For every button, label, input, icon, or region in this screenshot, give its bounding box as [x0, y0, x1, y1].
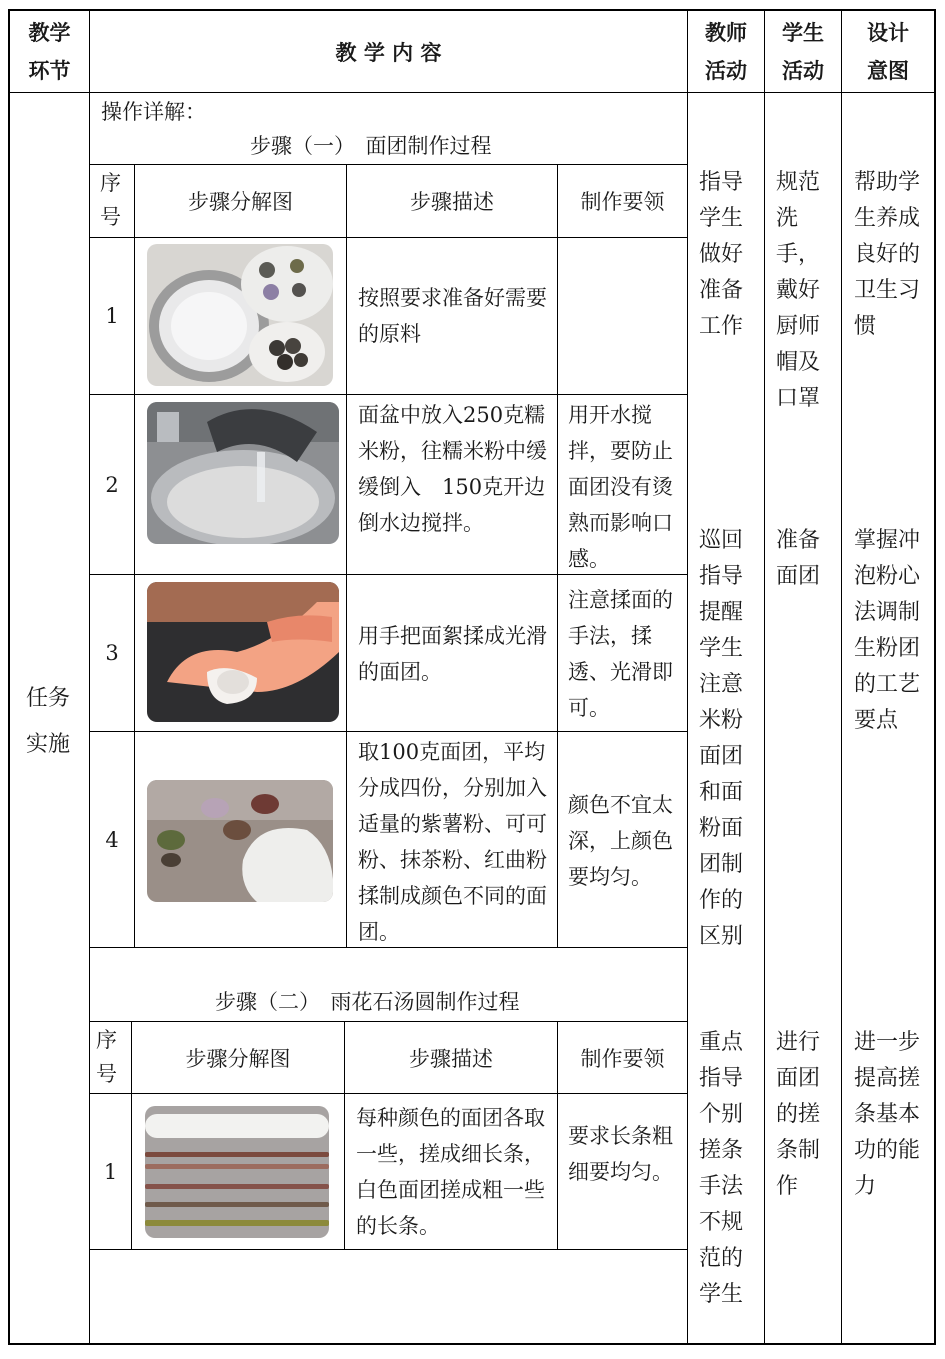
- s1-row4-desc: 取100克面团，平均分成四份，分别加入适量的紫薯粉、可可粉、抹茶粉、红曲粉揉制成颜色不同的面团。: [358, 740, 547, 944]
- s2-col-desc: 步骤描述: [409, 1046, 493, 1071]
- table-bottom-border: [8, 1343, 936, 1345]
- s1-col-tip: 制作要领: [580, 190, 665, 214]
- intro-label: 操作详解：: [101, 100, 206, 124]
- s1-row3-bottom: [89, 731, 687, 732]
- bowl-ingredients-photo: [147, 244, 333, 386]
- s1-col-image: 步骤分解图: [188, 190, 293, 214]
- s1-row4-no: 4: [105, 827, 119, 852]
- teacher-activity-3: 重点 指导 个别 搓条 手法 不规 范的 学生: [699, 1030, 744, 1307]
- s1-col-a: [134, 164, 135, 947]
- s2-col-image: 步骤分解图: [185, 1046, 291, 1071]
- s1-row1-bottom: [89, 394, 687, 395]
- header-design: 设计 意图: [867, 20, 909, 83]
- s2-row1-no: 1: [103, 1159, 118, 1184]
- header-content: 教 学 内 容: [335, 40, 442, 65]
- s1-row4-tip: 颜色不宜太深，上颜色要均匀。: [568, 793, 673, 889]
- s2-row1-tip: 要求长条粗细要均匀。: [568, 1124, 673, 1184]
- s1-col-b: [346, 164, 347, 947]
- s1-row3-desc: 用手把面絮揉成光滑的面团。: [358, 624, 547, 684]
- s1-col-no: 序 号: [100, 171, 121, 229]
- section2-title: 步骤（二） 雨花石汤圆制作过程: [215, 990, 520, 1014]
- s1-col-desc: 步骤描述: [410, 190, 494, 214]
- s2-col-no: 序 号: [96, 1028, 117, 1086]
- header-stage: 教学 环节: [28, 20, 71, 83]
- pouring-water-photo: [147, 402, 339, 544]
- table-left-border: [8, 9, 10, 1344]
- s1-row1-no: 1: [105, 304, 119, 328]
- col-divider-4: [841, 9, 842, 1344]
- stage-label: 任务 实施: [26, 686, 71, 757]
- header-teacher: 教师 活动: [705, 20, 747, 83]
- design-intent-3: 进一步 提高搓 条基本 功的能 力: [854, 1030, 921, 1199]
- s1-row2-tip: 用开水搅拌，要防止面团没有烫熟而影响口感。: [568, 403, 673, 571]
- colored-dough-photo: [147, 780, 333, 902]
- s1-row2-no: 2: [105, 472, 119, 497]
- dough-strips-photo: [145, 1106, 329, 1238]
- design-intent-2: 掌握冲 泡粉心 法调制 生粉团 的工艺 要点: [854, 528, 921, 733]
- s1-row1-desc: 按照要求准备好需要的原料: [358, 286, 547, 346]
- s2-row1-bottom: [89, 1249, 687, 1250]
- student-activity-3: 进行 面团 的搓 条制 作: [776, 1030, 821, 1199]
- s2-row1-desc: 每种颜色的面团各取一些，搓成细长条，白色面团搓成粗一些的长条。: [356, 1106, 545, 1238]
- header-divider: [8, 92, 936, 93]
- s1-row3-no: 3: [105, 641, 119, 665]
- s1-row3-tip: 注意揉面的手法，揉透、光滑即可。: [568, 588, 673, 720]
- kneading-dough-photo: [147, 582, 339, 722]
- teacher-activity-2: 巡回 指导 提醒 学生 注意 米粉 面团 和面 粉面 团制 作的 区别: [699, 528, 744, 949]
- header-student: 学生 活动: [782, 20, 824, 83]
- col-divider-3: [764, 9, 765, 1344]
- s1-row2-desc: 面盆中放入250克糯米粉，往糯米粉中缓缓倒入 150克开边倒水边搅拌。: [358, 403, 547, 535]
- s1-col-c: [557, 164, 558, 947]
- table-top-border: [8, 9, 936, 11]
- col-divider-2: [687, 9, 688, 1344]
- s2-col-tip: 制作要领: [580, 1046, 665, 1071]
- student-activity-1: 规范 洗 手， 戴好 厨师 帽及 口罩: [776, 170, 821, 411]
- s2-header-bottom: [89, 1093, 687, 1094]
- section1-title: 步骤（一） 面团制作过程: [250, 134, 492, 158]
- student-activity-2: 准备 面团: [776, 528, 821, 589]
- table-right-border: [934, 9, 936, 1344]
- s1-header-bottom: [89, 237, 687, 238]
- design-intent-1: 帮助学 生养成 良好的 卫生习 惯: [854, 170, 921, 339]
- teacher-activity-1: 指导 学生 做好 准备 工作: [699, 170, 744, 339]
